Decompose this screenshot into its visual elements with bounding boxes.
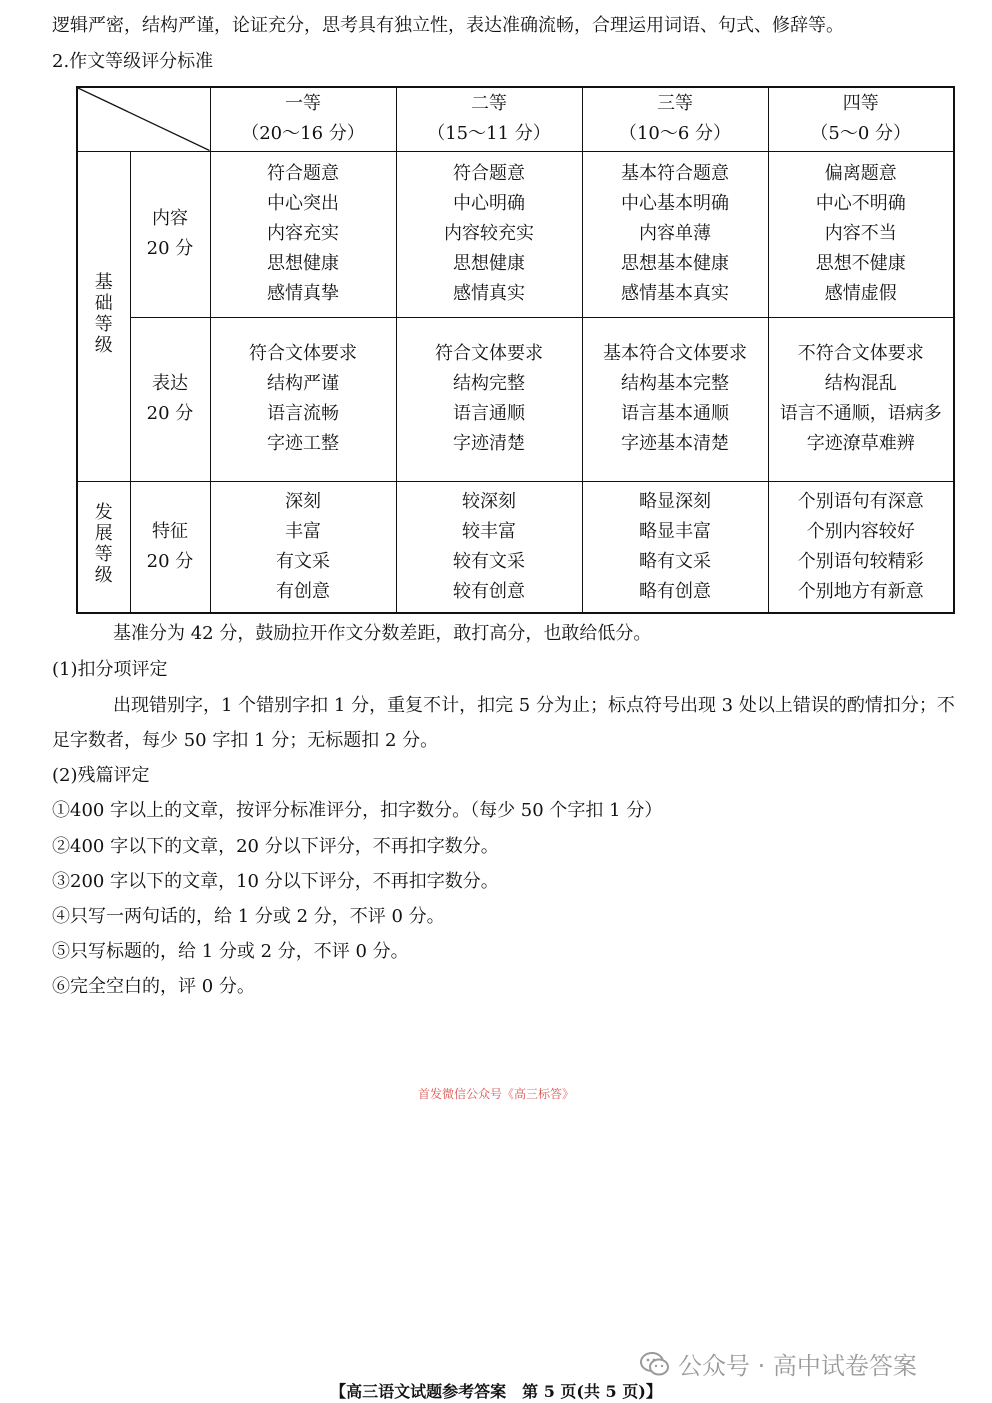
table-line: 个别地方有新意: [797, 580, 924, 602]
expression-grade-4: [768, 317, 954, 481]
deduction-title: (1)扣分项评定: [52, 659, 168, 680]
table-line: 符合文体要求: [435, 343, 543, 364]
grade-range: （10～6 分）: [618, 123, 732, 145]
table-line: 内容充实: [267, 223, 339, 244]
table-line: 中心不明确: [815, 193, 906, 214]
table-line: 字迹清楚: [453, 433, 525, 454]
table-line: 语言不通顺，语病多: [779, 403, 942, 424]
table-line: 结构严谨: [267, 373, 339, 394]
table-line: 较丰富: [462, 520, 516, 542]
grading-table: [76, 86, 955, 614]
table-line: 字迹潦草难辨: [806, 433, 915, 454]
grade-header-1: [210, 87, 396, 151]
table-line: 思想不健康: [815, 253, 906, 274]
grade-name: 三等: [657, 93, 693, 115]
table-line: 中心突出: [267, 193, 339, 214]
table-line: 思想健康: [453, 253, 525, 274]
table-line: 偏离题意: [824, 163, 897, 184]
wechat-badge: [640, 1346, 917, 1381]
table-line: 字迹基本清楚: [621, 433, 729, 454]
table-line: 思想健康: [267, 253, 339, 274]
incomplete-item: ①400 字以上的文章，按评分标准评分，扣字数分。（每少 50 个字扣 1 分）: [52, 800, 663, 821]
table-line: 思想基本健康: [621, 253, 729, 274]
table-line: 结构基本完整: [621, 373, 729, 394]
expression-grade-1: [210, 317, 396, 481]
grade-header-4: [768, 87, 954, 151]
content-grade-2: [396, 151, 582, 317]
criterion-score: 20 分: [146, 403, 194, 424]
table-line: 中心明确: [453, 193, 525, 214]
grade-name: 四等: [842, 93, 879, 115]
table-line: 符合题意: [267, 163, 339, 184]
diagonal-line: [78, 88, 210, 151]
table-line: 略显深刻: [639, 490, 711, 512]
criterion-score: 20 分: [146, 238, 194, 259]
content-grade-4: [768, 151, 954, 317]
table-line: 基本符合文体要求: [603, 343, 747, 364]
table-line: 不符合文体要求: [797, 343, 924, 364]
feature-grade-3: [582, 481, 768, 613]
incomplete-item: ⑤只写标题的，给 1 分或 2 分，不评 0 分。: [52, 941, 409, 962]
table-line: 结构混乱: [824, 373, 897, 394]
table-line: 语言基本通顺: [621, 403, 729, 424]
grade-range: （20～16 分）: [241, 123, 365, 145]
table-line: 语言流畅: [267, 403, 339, 424]
table-line: 较有文采: [453, 550, 525, 572]
deduction-line: 足字数者，每少 50 字扣 1 分；无标题扣 2 分。: [52, 730, 439, 751]
table-line: 符合题意: [453, 163, 525, 184]
table-line: 个别语句有深意: [797, 490, 924, 512]
diagonal-header-cell: [77, 87, 210, 151]
table-line: 感情虚假: [824, 283, 897, 304]
feature-grade-2: [396, 481, 582, 613]
table-line: 内容单薄: [639, 223, 711, 244]
criterion-name: 表达: [152, 373, 188, 394]
table-line: 语言通顺: [453, 403, 525, 424]
table-line: 感情基本真实: [621, 283, 729, 304]
criterion-expression: [130, 317, 210, 481]
page-footer: 【高三语文试题参考答案 第 5 页(共 5 页)】: [330, 1382, 662, 1401]
content-grade-1: [210, 151, 396, 317]
table-line: 有创意: [276, 580, 330, 602]
expression-row: [77, 317, 954, 481]
incomplete-title: (2)残篇评定: [52, 765, 150, 786]
wechat-icon: [640, 1351, 670, 1377]
incomplete-item: ②400 字以下的文章，20 分以下评分，不再扣字数分。: [52, 836, 499, 857]
grade-range: （15～11 分）: [427, 123, 551, 145]
table-line: 内容不当: [824, 223, 897, 244]
criterion-name: 特征: [152, 520, 188, 542]
criterion-content: [130, 151, 210, 317]
incomplete-item: ③200 字以下的文章，10 分以下评分，不再扣字数分。: [52, 871, 499, 892]
table-line: 有文采: [276, 550, 330, 572]
table-line: 结构完整: [453, 373, 525, 394]
table-line: 略有创意: [639, 580, 711, 602]
feature-grade-1: [210, 481, 396, 613]
expression-grade-3: [582, 317, 768, 481]
section-title: 2.作文等级评分标准: [52, 51, 214, 72]
table-line: 感情真挚: [267, 283, 339, 304]
table-line: 略有文采: [639, 550, 711, 572]
grade-name: 一等: [285, 93, 321, 115]
group-label: 基础等级: [94, 271, 113, 356]
table-line: 符合文体要求: [249, 343, 357, 364]
criterion-score: 20 分: [146, 550, 194, 572]
wechat-label: 公众号 · 高中试卷答案: [678, 1352, 917, 1380]
table-line: 个别内容较好: [806, 520, 915, 542]
table-line: 内容较充实: [444, 223, 534, 244]
table-line: 较有创意: [453, 580, 525, 602]
benchmark-note: 基准分为 42 分，鼓励拉开作文分数差距，敢打高分，也敢给低分。: [113, 623, 652, 644]
incomplete-item: ④只写一两句话的，给 1 分或 2 分，不评 0 分。: [52, 906, 445, 927]
criterion-feature: [130, 481, 210, 613]
table-line: 个别语句较精彩: [797, 550, 924, 572]
table-line: 基本符合题意: [621, 163, 729, 184]
grade-header-2: [396, 87, 582, 151]
watermark: 首发微信公众号《高三标答》: [417, 1087, 574, 1101]
table-line: 略显丰富: [639, 520, 711, 542]
grade-name: 二等: [471, 93, 507, 115]
table-line: 字迹工整: [267, 433, 339, 454]
header-row: [77, 87, 954, 151]
group-label: 发展等级: [94, 502, 113, 587]
group-basic: [77, 151, 130, 481]
table-line: 深刻: [285, 490, 321, 512]
feature-row: [77, 481, 954, 613]
feature-grade-4: [768, 481, 954, 613]
incomplete-item: ⑥完全空白的，评 0 分。: [52, 976, 255, 997]
table-line: 中心基本明确: [621, 193, 729, 214]
table-line: 较深刻: [462, 490, 516, 512]
group-development: [77, 481, 130, 613]
expression-grade-2: [396, 317, 582, 481]
grade-range: （5～0 分）: [810, 123, 912, 145]
content-row: [77, 151, 954, 317]
criterion-name: 内容: [152, 208, 188, 229]
intro-line: 逻辑严密，结构严谨，论证充分，思考具有独立性，表达准确流畅，合理运用词语、句式、修辞等。: [52, 15, 844, 36]
table-line: 丰富: [285, 520, 321, 542]
grade-header-3: [582, 87, 768, 151]
table-line: 感情真实: [453, 283, 525, 304]
deduction-line: 出现错别字，1 个错别字扣 1 分，重复不计，扣完 5 分为止；标点符号出现 3 处以上错误的酌情扣分；不: [113, 695, 955, 716]
content-grade-3: [582, 151, 768, 317]
